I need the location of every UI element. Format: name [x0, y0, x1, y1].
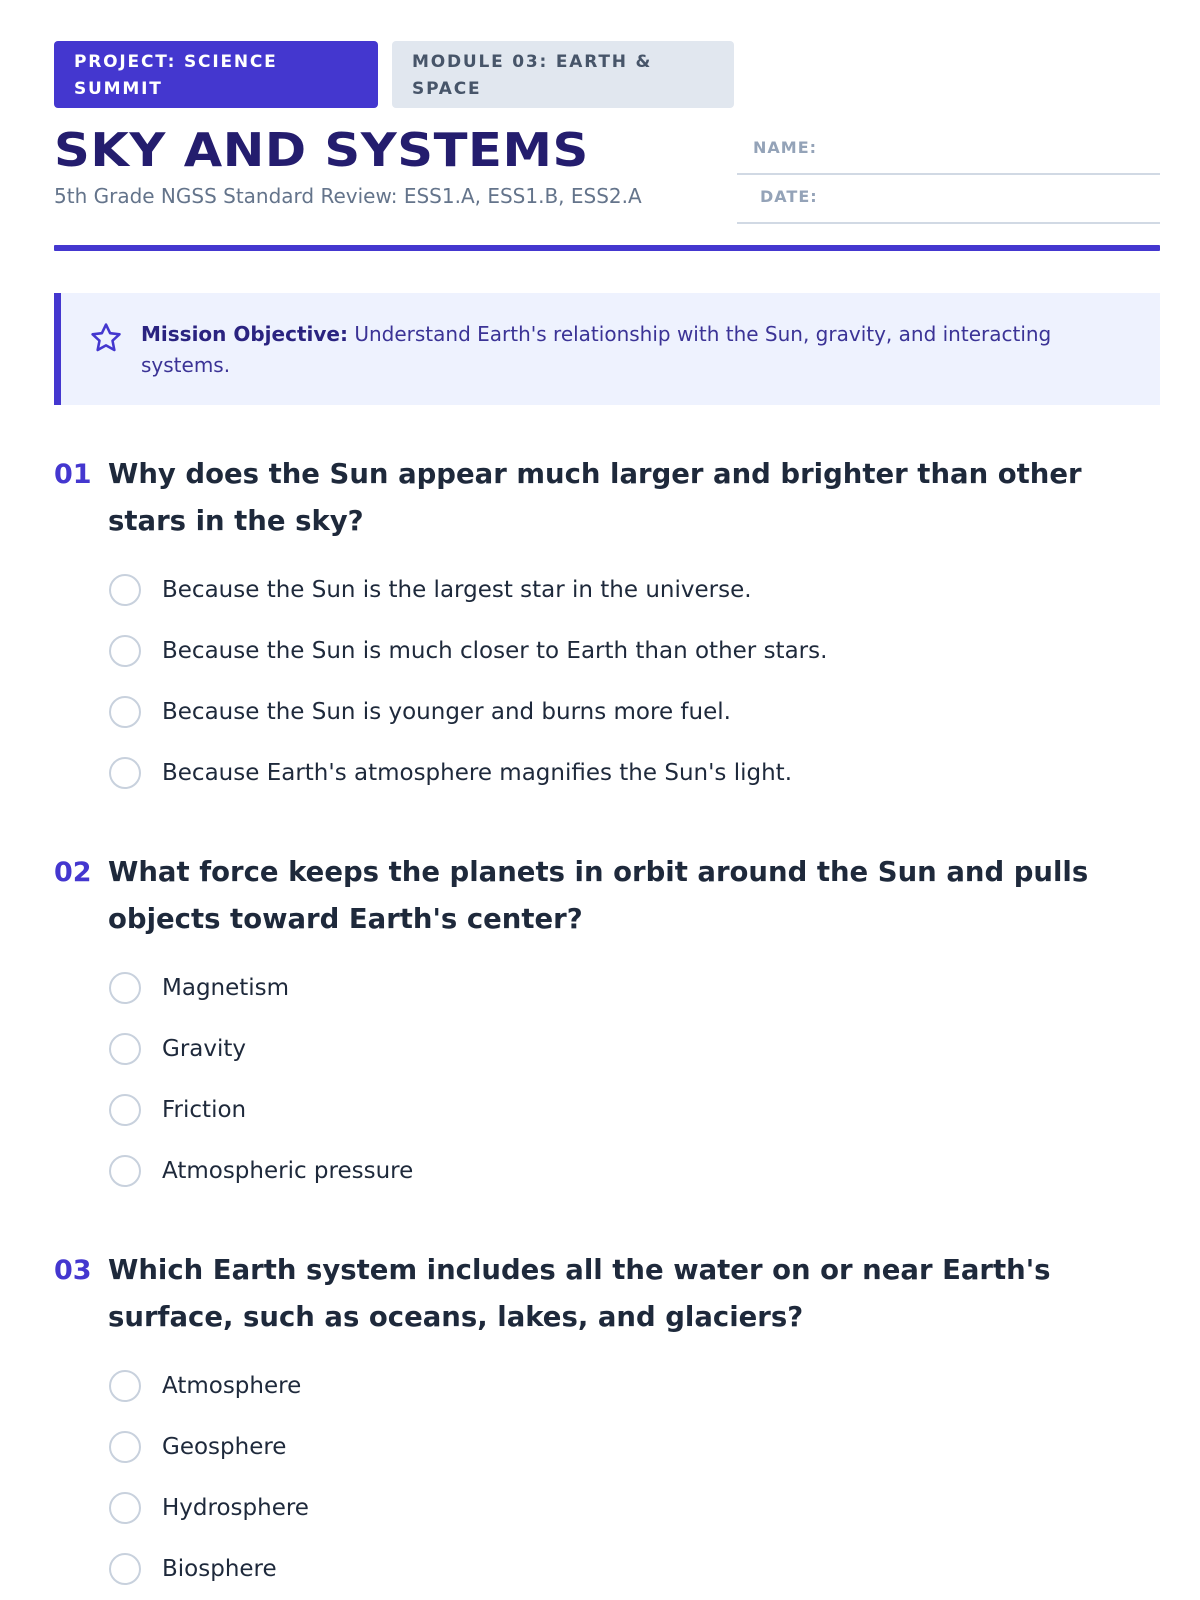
question-number: 01 — [54, 459, 92, 490]
name-label: NAME: — [753, 138, 818, 157]
date-field[interactable] — [737, 175, 1160, 224]
option-label: Because Earth's atmosphere magnifies the Sun's light. — [162, 759, 793, 786]
question-3 — [54, 1247, 1160, 1599]
mission-objective-callout — [54, 293, 1160, 405]
option-label: Hydrosphere — [162, 1494, 309, 1521]
answer-option[interactable] — [109, 742, 1160, 803]
objective-body: Understand Earth's relationship with the Sun, gravity, and interacting systems. — [141, 322, 1052, 377]
answer-option[interactable] — [109, 559, 1160, 620]
radio-button[interactable] — [109, 574, 141, 606]
option-label: Atmospheric pressure — [162, 1157, 414, 1184]
question-text: Why does the Sun appear much larger and brighter than other stars in the sky? — [108, 458, 1082, 537]
answer-options — [54, 559, 1160, 803]
answer-option[interactable] — [109, 1538, 1160, 1599]
option-label: Because the Sun is much closer to Earth than other stars. — [162, 637, 828, 664]
answer-option[interactable] — [109, 1477, 1160, 1538]
date-label: DATE: — [760, 187, 818, 206]
radio-button[interactable] — [109, 757, 141, 789]
question-header — [54, 451, 1160, 545]
answer-option[interactable] — [109, 1416, 1160, 1477]
option-label: Because the Sun is the largest star in the universe. — [162, 576, 752, 603]
answer-option[interactable] — [109, 1355, 1160, 1416]
radio-button[interactable] — [109, 1094, 141, 1126]
header-left — [54, 41, 734, 210]
answer-option[interactable] — [109, 681, 1160, 742]
question-text: Which Earth system includes all the water on or near Earth's surface, such as oceans, lakes, and glaciers? — [108, 1254, 1051, 1333]
student-info-fields — [737, 41, 1160, 224]
question-2 — [54, 849, 1160, 1201]
radio-button[interactable] — [109, 1431, 141, 1463]
objective-label: Mission Objective: — [141, 322, 348, 346]
option-label: Gravity — [162, 1035, 247, 1062]
question-number: 03 — [54, 1255, 92, 1286]
option-label: Atmosphere — [162, 1372, 302, 1399]
page-title: SKY AND SYSTEMS — [54, 123, 589, 177]
answer-option[interactable] — [109, 620, 1160, 681]
option-label: Magnetism — [162, 974, 290, 1001]
question-text: What force keeps the planets in orbit around the Sun and pulls objects toward Earth's center? — [108, 856, 1089, 935]
answer-option[interactable] — [109, 1018, 1160, 1079]
answer-option[interactable] — [109, 957, 1160, 1018]
radio-button[interactable] — [109, 1033, 141, 1065]
option-label: Biosphere — [162, 1555, 277, 1582]
question-number: 02 — [54, 857, 92, 888]
radio-button[interactable] — [109, 1370, 141, 1402]
question-1 — [54, 451, 1160, 803]
radio-button[interactable] — [109, 972, 141, 1004]
answer-options — [54, 957, 1160, 1201]
answer-option[interactable] — [109, 1079, 1160, 1140]
radio-button[interactable] — [109, 635, 141, 667]
name-field[interactable] — [737, 126, 1160, 175]
answer-option[interactable] — [109, 1140, 1160, 1201]
project-tag: PROJECT: SCIENCE SUMMIT — [54, 41, 378, 108]
module-tag: MODULE 03: EARTH & SPACE — [392, 41, 734, 108]
worksheet-header — [54, 41, 1160, 224]
radio-button[interactable] — [109, 1553, 141, 1585]
worksheet-page — [54, 41, 1160, 1599]
option-label: Friction — [162, 1096, 247, 1123]
radio-button[interactable] — [109, 1492, 141, 1524]
star-icon — [89, 321, 123, 355]
question-header — [54, 849, 1160, 943]
option-label: Geosphere — [162, 1433, 287, 1460]
radio-button[interactable] — [109, 1155, 141, 1187]
question-header — [54, 1247, 1160, 1341]
radio-button[interactable] — [109, 696, 141, 728]
header-divider — [54, 245, 1160, 251]
answer-options — [54, 1355, 1160, 1599]
page-subtitle: 5th Grade NGSS Standard Review: ESS1.A, ESS1.B, ESS2.A — [54, 184, 642, 208]
objective-text — [141, 319, 1120, 381]
option-label: Because the Sun is younger and burns more fuel. — [162, 698, 731, 725]
header-tags — [54, 41, 734, 108]
